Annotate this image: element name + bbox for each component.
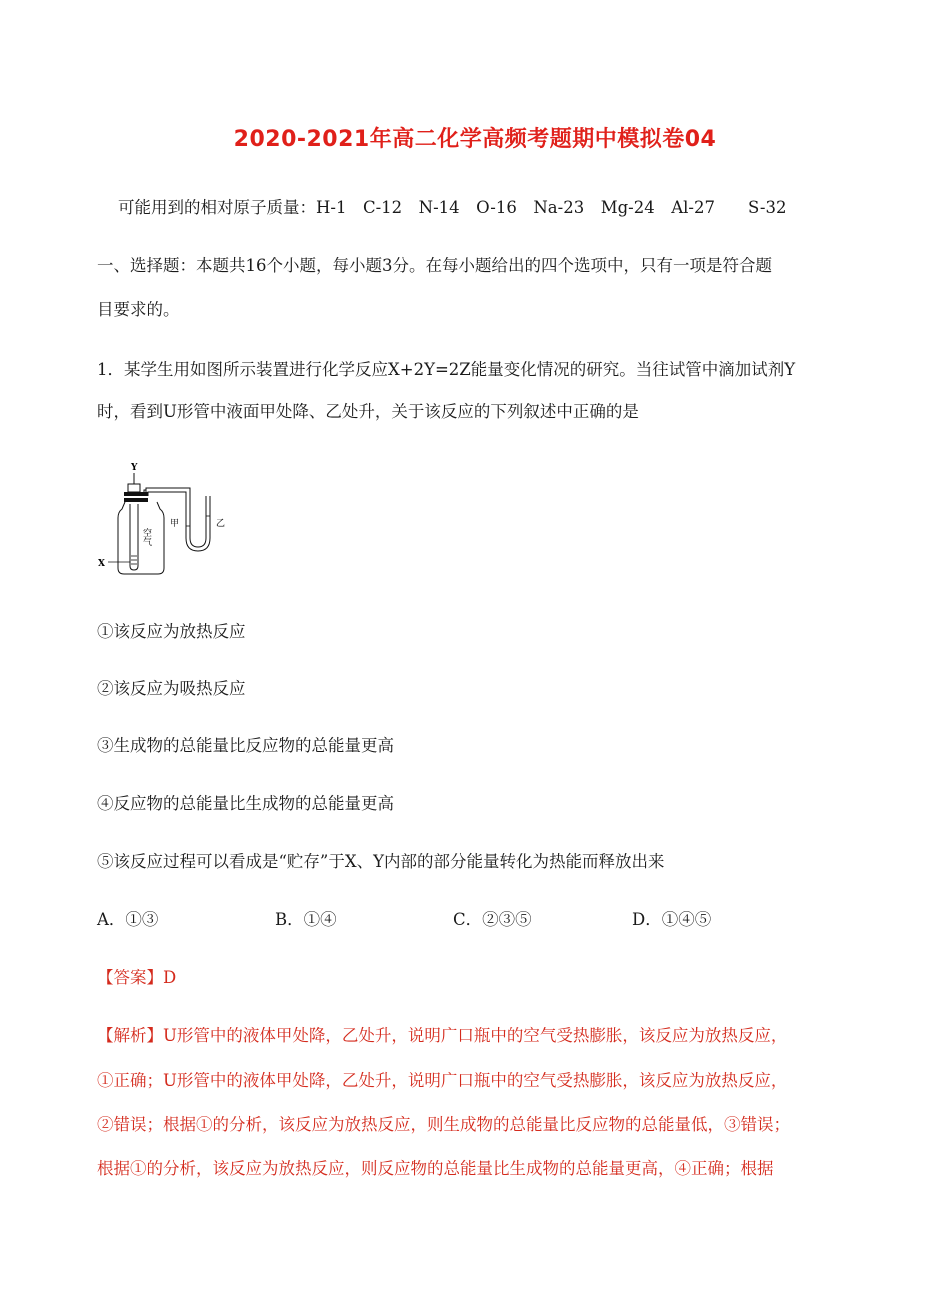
statement-3: ③生成物的总能量比反应物的总能量更高 xyxy=(97,736,394,755)
label-air: 空气 xyxy=(141,528,151,546)
option-c: C．②③⑤ xyxy=(453,910,532,929)
option-d: D．①④⑤ xyxy=(632,910,712,929)
option-a: A．①③ xyxy=(97,910,159,929)
label-y: Y xyxy=(131,463,138,473)
question-stem-line2: 时，看到U形管中液面甲处降、乙处升，关于该反应的下列叙述中正确的是 xyxy=(97,402,639,421)
statement-5: ⑤该反应过程可以看成是“贮存”于X、Y内部的部分能量转化为热能而释放出来 xyxy=(97,852,665,871)
section-heading-line1: 一、选择题：本题共16个小题，每小题3分。在每小题给出的四个选项中，只有一项是符合题 xyxy=(97,256,772,275)
atomic-masses: 可能用到的相对原子质量：H-1 C-12 N-14 O-16 Na-23 Mg-24 Al-27 S-32 xyxy=(118,198,787,217)
analysis-line3: ②错误；根据①的分析，该反应为放热反应，则生成物的总能量比反应物的总能量低，③错误； xyxy=(97,1115,790,1134)
statement-4: ④反应物的总能量比生成物的总能量更高 xyxy=(97,794,394,813)
label-yi: 乙 xyxy=(216,519,226,529)
option-b: B．①④ xyxy=(275,910,337,929)
statement-2: ②该反应为吸热反应 xyxy=(97,679,246,698)
apparatus-figure xyxy=(94,456,244,581)
analysis-line2: ①正确；U形管中的液体甲处降，乙处升，说明广口瓶中的空气受热膨胀，该反应为放热反应， xyxy=(97,1071,788,1090)
label-x: X xyxy=(98,559,105,569)
question-stem-line1: 1．某学生用如图所示装置进行化学反应X+2Y=2Z能量变化情况的研究。当往试管中滴加试剂Y xyxy=(97,360,796,379)
document-title: 2020-2021年高二化学高频考题期中模拟卷04 xyxy=(233,127,717,152)
analysis-line1: 【解析】U形管中的液体甲处降，乙处升，说明广口瓶中的空气受热膨胀，该反应为放热反应， xyxy=(97,1026,788,1045)
statement-1: ①该反应为放热反应 xyxy=(97,622,246,641)
answer: 【答案】D xyxy=(97,968,177,987)
section-heading-line2: 目要求的。 xyxy=(97,300,180,319)
label-jia: 甲 xyxy=(170,519,180,529)
analysis-line4: 根据①的分析，该反应为放热反应，则反应物的总能量比生成物的总能量更高，④正确；根据 xyxy=(97,1159,774,1178)
